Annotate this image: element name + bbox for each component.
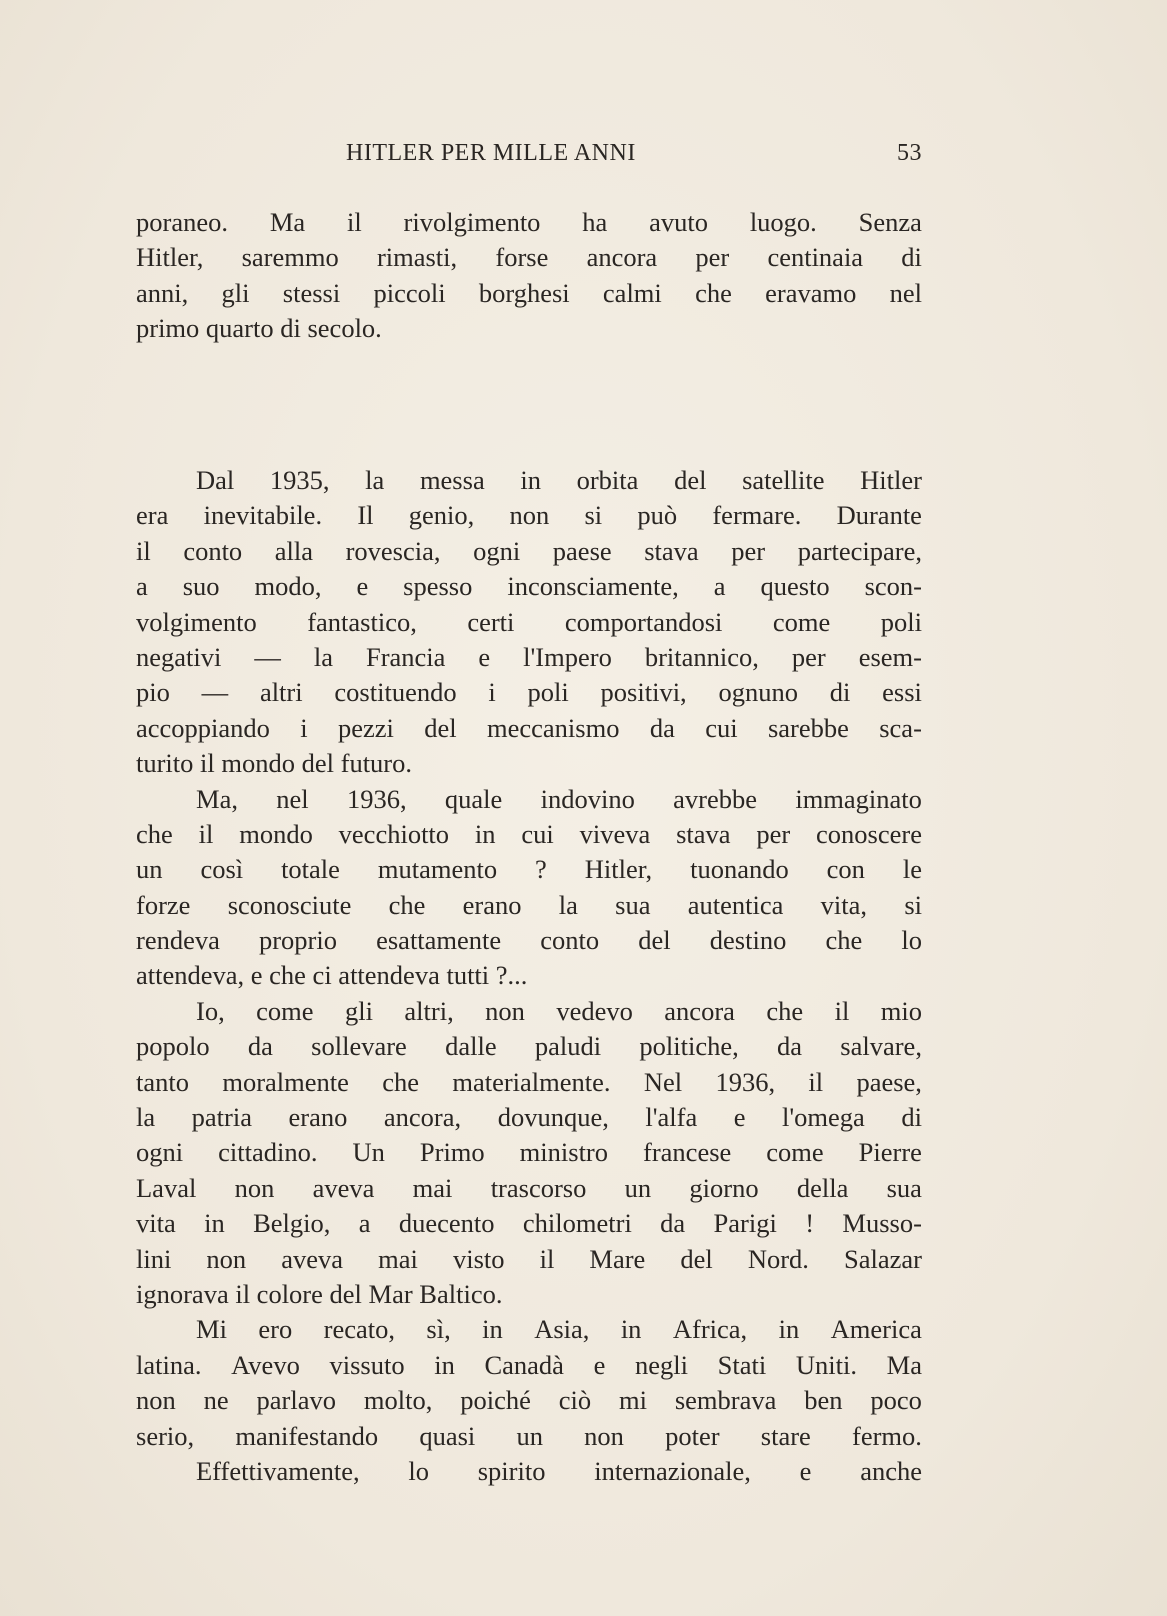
text-line: pio — altri costituendo i poli positivi, ognuno di essi — [136, 677, 922, 708]
text-line: la patria erano ancora, dovunque, l'alfa e l'omega di — [136, 1102, 922, 1133]
text-line: volgimento fantastico, certi comportandosi come poli — [136, 606, 922, 637]
text-line: accoppiando i pezzi del meccanismo da cui sarebbe sca- — [136, 712, 922, 743]
text-line: negativi — la Francia e l'Impero britannico, per esem- — [136, 641, 922, 672]
text-line: vita in Belgio, a duecento chilometri da Parigi ! Musso- — [136, 1208, 922, 1239]
text-line: Dal 1935, la messa in orbita del satellite Hitler — [196, 465, 922, 495]
text-line: ogni cittadino. Un Primo ministro francese come Pierre — [136, 1137, 922, 1168]
main-text — [136, 463, 922, 1489]
paragraph-continuation — [136, 205, 922, 347]
page-header — [136, 140, 922, 176]
text-line: anni, gli stessi piccoli borghesi calmi che eravamo nel — [136, 277, 922, 308]
text-line: attendeva, e che ci attendeva tutti ?... — [136, 960, 528, 991]
text-line: non ne parlavo molto, poiché ciò mi sembrava ben poco — [136, 1385, 922, 1416]
text-line: Ma, nel 1936, quale indovino avrebbe immaginato — [196, 783, 922, 814]
text-line: Mi ero recato, sì, in Asia, in Africa, in America — [196, 1314, 922, 1345]
text-line: forze sconosciute che erano la sua autentica vita, si — [136, 889, 922, 920]
text-line: primo quarto di secolo. — [136, 313, 382, 344]
text-line: turito il mondo del futuro. — [136, 748, 413, 779]
text-line: era inevitabile. Il genio, non si può fermare. Durante — [136, 500, 922, 531]
text-line: ignorava il colore del Mar Baltico. — [136, 1278, 503, 1309]
text-line: Io, come gli altri, non vedevo ancora che il mio — [196, 995, 922, 1026]
text-line: latina. Avevo vissuto in Canadà e negli Stati Uniti. Ma — [136, 1349, 922, 1380]
text-line: popolo da sollevare dalle paludi politiche, da salvare, — [136, 1031, 922, 1062]
text-line: rendeva proprio esattamente conto del destino che lo — [136, 925, 922, 956]
running-title: HITLER PER MILLE ANNI — [346, 140, 636, 166]
text-line: il conto alla rovescia, ogni paese stava per partecipare, — [136, 535, 922, 566]
text-line: Effettivamente, lo spirito internazionale, e anche — [196, 1455, 922, 1486]
text-line: a suo modo, e spesso inconsciamente, a questo scon- — [136, 571, 922, 602]
text-line: Hitler, saremmo rimasti, forse ancora per centinaia di — [136, 242, 922, 273]
text-line: serio, manifestando quasi un non poter stare fermo. — [136, 1420, 922, 1451]
text-line: che il mondo vecchiotto in cui viveva stava per conoscere — [136, 818, 922, 849]
text-line: Laval non aveva mai trascorso un giorno della sua — [136, 1172, 922, 1203]
text-line: lini non aveva mai visto il Mare del Nord. Salazar — [136, 1243, 922, 1274]
text-line: un così totale mutamento ? Hitler, tuonando con le — [136, 854, 922, 885]
page-number: 53 — [897, 140, 922, 166]
text-line: poraneo. Ma il rivolgimento ha avuto luogo. Senza — [136, 207, 922, 237]
text-line: tanto moralmente che materialmente. Nel 1936, il paese, — [136, 1066, 922, 1097]
